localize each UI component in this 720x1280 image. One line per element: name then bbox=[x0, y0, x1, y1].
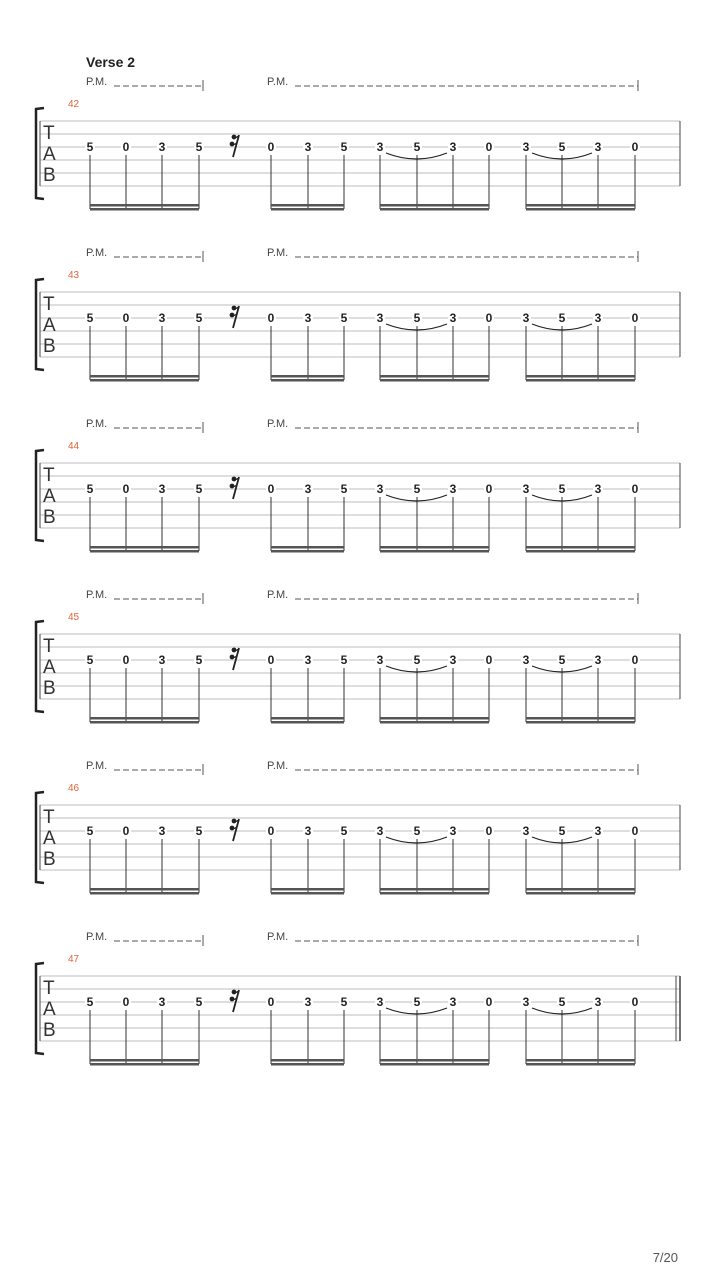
tab-clef-letter: B bbox=[43, 1020, 56, 1041]
fret-number: 5 bbox=[413, 311, 421, 325]
beam bbox=[271, 546, 344, 549]
fret-number: 5 bbox=[86, 140, 94, 154]
measure-number: 44 bbox=[68, 441, 80, 452]
fret-number: 0 bbox=[267, 311, 275, 325]
page-number: 7/20 bbox=[652, 1250, 678, 1265]
fret-number: 5 bbox=[558, 482, 566, 496]
fret-number: 0 bbox=[267, 482, 275, 496]
beam bbox=[90, 550, 199, 553]
beam bbox=[380, 1063, 489, 1066]
fret-number: 5 bbox=[413, 995, 421, 1009]
fret-number: 5 bbox=[340, 824, 348, 838]
fret-number: 3 bbox=[522, 824, 530, 838]
beam bbox=[90, 204, 199, 207]
fret-number: 3 bbox=[158, 311, 166, 325]
fret-number: 5 bbox=[195, 824, 203, 838]
fret-number: 3 bbox=[594, 482, 602, 496]
fret-number: 5 bbox=[86, 482, 94, 496]
beam bbox=[380, 888, 489, 891]
fret-number: 3 bbox=[158, 995, 166, 1009]
tab-clef-letter: B bbox=[43, 678, 56, 699]
beam bbox=[90, 717, 199, 720]
palm-mute-label: P.M. bbox=[267, 931, 289, 943]
measure-number: 46 bbox=[68, 783, 80, 794]
beam bbox=[271, 1063, 344, 1066]
fret-number: 5 bbox=[86, 311, 94, 325]
beam bbox=[90, 892, 199, 895]
tab-clef-letter: A bbox=[43, 657, 56, 678]
tab-clef-letter: B bbox=[43, 336, 56, 357]
measure-number: 43 bbox=[68, 270, 80, 281]
fret-number: 0 bbox=[485, 653, 493, 667]
fret-number: 0 bbox=[267, 140, 275, 154]
tab-clef-letter: T bbox=[43, 807, 55, 828]
fret-number: 3 bbox=[522, 653, 530, 667]
fret-number: 0 bbox=[122, 995, 130, 1009]
tab-system bbox=[36, 760, 680, 895]
palm-mute-label: P.M. bbox=[267, 760, 289, 772]
fret-number: 3 bbox=[522, 482, 530, 496]
fret-number: 3 bbox=[594, 824, 602, 838]
tab-clef-letter: B bbox=[43, 165, 56, 186]
fret-number: 5 bbox=[558, 140, 566, 154]
beam bbox=[380, 721, 489, 724]
fret-number: 3 bbox=[594, 311, 602, 325]
beam bbox=[271, 888, 344, 891]
beam bbox=[271, 379, 344, 382]
fret-number: 3 bbox=[376, 995, 384, 1009]
palm-mute-label: P.M. bbox=[86, 760, 108, 772]
fret-number: 3 bbox=[449, 311, 457, 325]
beam bbox=[271, 375, 344, 378]
tab-clef-letter: T bbox=[43, 294, 55, 315]
fret-number: 3 bbox=[522, 995, 530, 1009]
beam bbox=[380, 208, 489, 211]
fret-number: 3 bbox=[158, 140, 166, 154]
beam bbox=[271, 550, 344, 553]
palm-mute-label: P.M. bbox=[86, 589, 108, 601]
fret-number: 0 bbox=[122, 311, 130, 325]
fret-number: 5 bbox=[340, 482, 348, 496]
beam bbox=[271, 204, 344, 207]
beam bbox=[526, 550, 635, 553]
fret-number: 3 bbox=[376, 482, 384, 496]
beam bbox=[526, 721, 635, 724]
fret-number: 0 bbox=[122, 824, 130, 838]
fret-number: 5 bbox=[195, 653, 203, 667]
fret-number: 5 bbox=[86, 995, 94, 1009]
fret-number: 3 bbox=[304, 311, 312, 325]
tab-system bbox=[36, 418, 680, 553]
beam bbox=[271, 721, 344, 724]
fret-number: 3 bbox=[376, 824, 384, 838]
tab-system bbox=[36, 76, 680, 211]
palm-mute-label: P.M. bbox=[267, 76, 289, 88]
measure-number: 45 bbox=[68, 612, 80, 623]
fret-number: 3 bbox=[449, 482, 457, 496]
fret-number: 3 bbox=[522, 311, 530, 325]
fret-number: 3 bbox=[304, 140, 312, 154]
tab-clef-letter: A bbox=[43, 828, 56, 849]
fret-number: 3 bbox=[376, 311, 384, 325]
tab-clef-letter: T bbox=[43, 978, 55, 999]
fret-number: 5 bbox=[86, 824, 94, 838]
fret-number: 3 bbox=[594, 140, 602, 154]
tab-clef-letter: A bbox=[43, 486, 56, 507]
fret-number: 5 bbox=[558, 653, 566, 667]
fret-number: 5 bbox=[558, 311, 566, 325]
beam bbox=[380, 1059, 489, 1062]
fret-number: 0 bbox=[122, 653, 130, 667]
fret-number: 0 bbox=[631, 311, 639, 325]
beam bbox=[90, 721, 199, 724]
palm-mute-label: P.M. bbox=[86, 418, 108, 430]
measure-number: 42 bbox=[68, 99, 80, 110]
beam bbox=[526, 546, 635, 549]
fret-number: 5 bbox=[340, 140, 348, 154]
beam bbox=[90, 1059, 199, 1062]
fret-number: 3 bbox=[449, 140, 457, 154]
tab-clef-letter: T bbox=[43, 465, 55, 486]
fret-number: 3 bbox=[158, 824, 166, 838]
fret-number: 3 bbox=[376, 653, 384, 667]
fret-number: 3 bbox=[522, 140, 530, 154]
fret-number: 0 bbox=[631, 995, 639, 1009]
fret-number: 3 bbox=[158, 482, 166, 496]
tab-clef-letter: A bbox=[43, 999, 56, 1020]
beam bbox=[526, 208, 635, 211]
fret-number: 0 bbox=[631, 653, 639, 667]
fret-number: 5 bbox=[413, 653, 421, 667]
section-title: Verse 2 bbox=[86, 54, 136, 70]
fret-number: 3 bbox=[304, 653, 312, 667]
beam bbox=[526, 888, 635, 891]
tab-clef-letter: T bbox=[43, 636, 55, 657]
fret-number: 0 bbox=[631, 140, 639, 154]
fret-number: 3 bbox=[449, 824, 457, 838]
fret-number: 5 bbox=[195, 311, 203, 325]
beam bbox=[380, 550, 489, 553]
palm-mute-label: P.M. bbox=[267, 247, 289, 259]
fret-number: 5 bbox=[340, 995, 348, 1009]
beam bbox=[526, 892, 635, 895]
palm-mute-label: P.M. bbox=[267, 589, 289, 601]
fret-number: 5 bbox=[86, 653, 94, 667]
tab-system bbox=[36, 247, 680, 382]
beam bbox=[271, 892, 344, 895]
fret-number: 0 bbox=[631, 482, 639, 496]
beam bbox=[380, 204, 489, 207]
tab-clef-letter: T bbox=[43, 123, 55, 144]
fret-number: 3 bbox=[304, 824, 312, 838]
fret-number: 0 bbox=[267, 653, 275, 667]
tab-clef-letter: B bbox=[43, 507, 56, 528]
fret-number: 3 bbox=[449, 995, 457, 1009]
beam bbox=[90, 375, 199, 378]
beam bbox=[526, 1059, 635, 1062]
fret-number: 0 bbox=[267, 824, 275, 838]
fret-number: 5 bbox=[195, 482, 203, 496]
fret-number: 0 bbox=[631, 824, 639, 838]
beam bbox=[90, 1063, 199, 1066]
beam bbox=[526, 1063, 635, 1066]
fret-number: 3 bbox=[158, 653, 166, 667]
beam bbox=[380, 717, 489, 720]
fret-number: 5 bbox=[413, 824, 421, 838]
fret-number: 5 bbox=[195, 995, 203, 1009]
beam bbox=[526, 375, 635, 378]
fret-number: 3 bbox=[304, 482, 312, 496]
fret-number: 0 bbox=[485, 140, 493, 154]
palm-mute-label: P.M. bbox=[267, 418, 289, 430]
fret-number: 5 bbox=[558, 995, 566, 1009]
beam bbox=[90, 888, 199, 891]
fret-number: 5 bbox=[195, 140, 203, 154]
beam bbox=[271, 208, 344, 211]
tab-clef-letter: A bbox=[43, 144, 56, 165]
fret-number: 0 bbox=[485, 824, 493, 838]
fret-number: 5 bbox=[340, 653, 348, 667]
fret-number: 0 bbox=[485, 995, 493, 1009]
beam bbox=[90, 379, 199, 382]
beam bbox=[380, 892, 489, 895]
beam bbox=[526, 379, 635, 382]
beam bbox=[380, 379, 489, 382]
fret-number: 3 bbox=[594, 995, 602, 1009]
fret-number: 5 bbox=[340, 311, 348, 325]
fret-number: 0 bbox=[122, 140, 130, 154]
beam bbox=[90, 208, 199, 211]
tab-system bbox=[36, 589, 680, 724]
fret-number: 0 bbox=[267, 995, 275, 1009]
fret-number: 5 bbox=[413, 482, 421, 496]
fret-number: 0 bbox=[485, 482, 493, 496]
tab-clef-letter: B bbox=[43, 849, 56, 870]
tab-clef-letter: A bbox=[43, 315, 56, 336]
beam bbox=[380, 546, 489, 549]
fret-number: 3 bbox=[304, 995, 312, 1009]
fret-number: 0 bbox=[485, 311, 493, 325]
beam bbox=[271, 717, 344, 720]
fret-number: 3 bbox=[376, 140, 384, 154]
fret-number: 5 bbox=[558, 824, 566, 838]
fret-number: 0 bbox=[122, 482, 130, 496]
beam bbox=[90, 546, 199, 549]
palm-mute-label: P.M. bbox=[86, 76, 108, 88]
fret-number: 3 bbox=[449, 653, 457, 667]
tab-system bbox=[36, 931, 680, 1066]
fret-number: 5 bbox=[413, 140, 421, 154]
beam bbox=[380, 375, 489, 378]
beam bbox=[271, 1059, 344, 1062]
fret-number: 3 bbox=[594, 653, 602, 667]
palm-mute-label: P.M. bbox=[86, 931, 108, 943]
palm-mute-label: P.M. bbox=[86, 247, 108, 259]
beam bbox=[526, 717, 635, 720]
measure-number: 47 bbox=[68, 954, 80, 965]
beam bbox=[526, 204, 635, 207]
